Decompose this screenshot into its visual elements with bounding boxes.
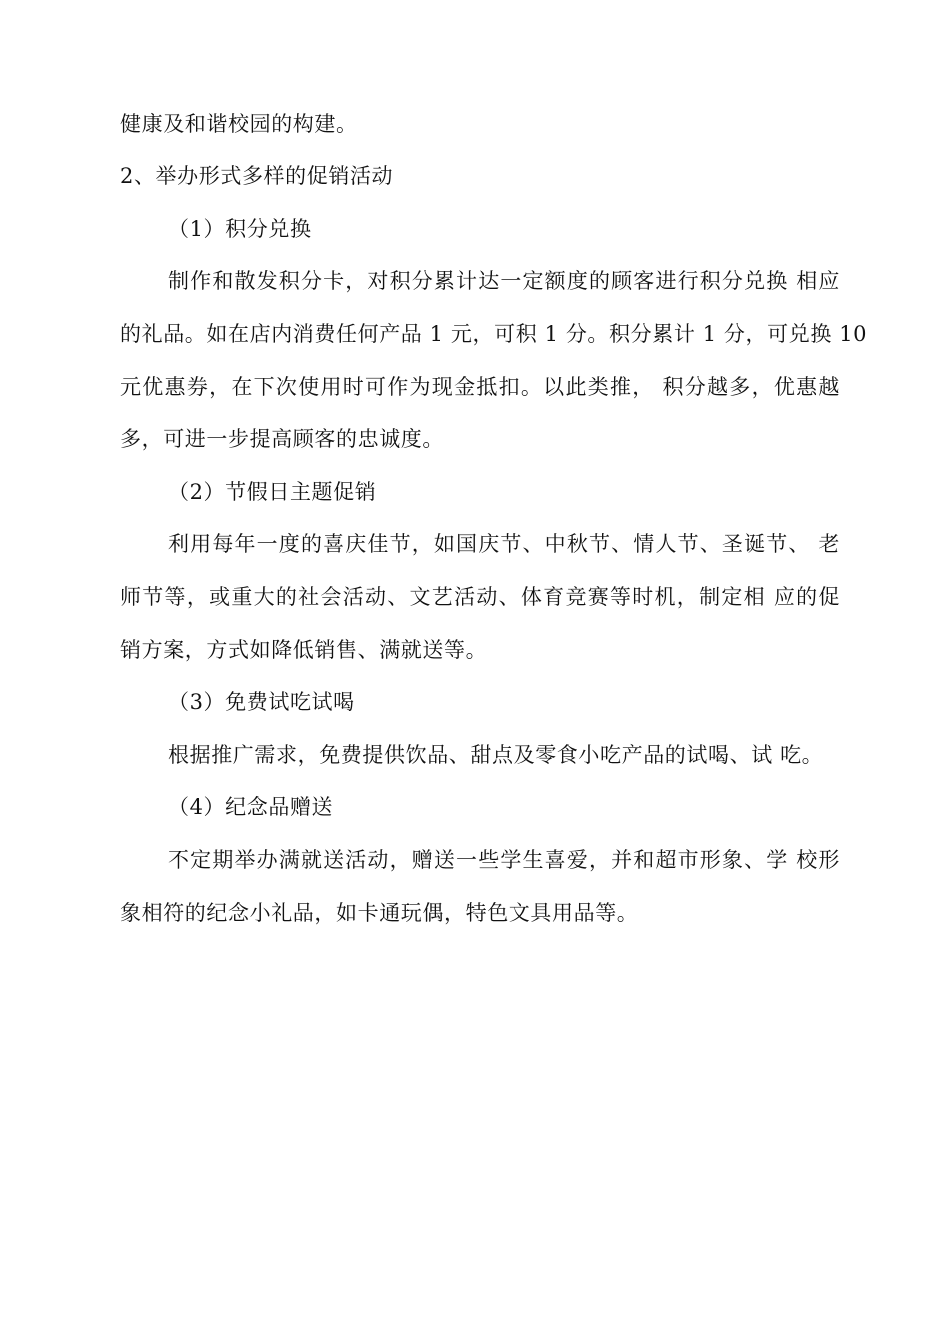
text-line: 健康及和谐校园的构建。 [120,112,358,136]
subsection-heading: （2）节假日主题促销 [168,480,377,504]
text-line: 制作和散发积分卡，对积分累计达一定额度的顾客进行积分兑换 相应 [168,269,840,293]
text-line: 不定期举办满就送活动，赠送一些学生喜爱，并和超市形象、学 校形 [168,848,840,872]
text-line: 销方案，方式如降低销售、满就送等。 [120,638,488,662]
text-line: 的礼品。如在店内消费任何产品 1 元，可积 1 分。积分累计 1 分，可兑换 10 [120,322,868,346]
text-line: 利用每年一度的喜庆佳节，如国庆节、中秋节、情人节、圣诞节、 老 [168,532,840,556]
subsection-heading: （1）积分兑换 [168,217,312,241]
text-line: 根据推广需求，免费提供饮品、甜点及零食小吃产品的试喝、试 吃。 [168,743,824,767]
text-line: 师节等，或重大的社会活动、文艺活动、体育竞赛等时机，制定相 应的促 [120,585,840,609]
text-line: 元优惠券，在下次使用时可作为现金抵扣。以此类推， 积分越多，优惠越 [120,375,840,399]
section-heading: 2、举办形式多样的促销活动 [120,164,394,188]
subsection-heading: （3）免费试吃试喝 [168,690,355,714]
text-line: 象相符的纪念小礼品，如卡通玩偶，特色文具用品等。 [120,901,639,925]
subsection-heading: （4）纪念品赠送 [168,795,334,819]
text-line: 多，可进一步提高顾客的忠诚度。 [120,427,444,451]
